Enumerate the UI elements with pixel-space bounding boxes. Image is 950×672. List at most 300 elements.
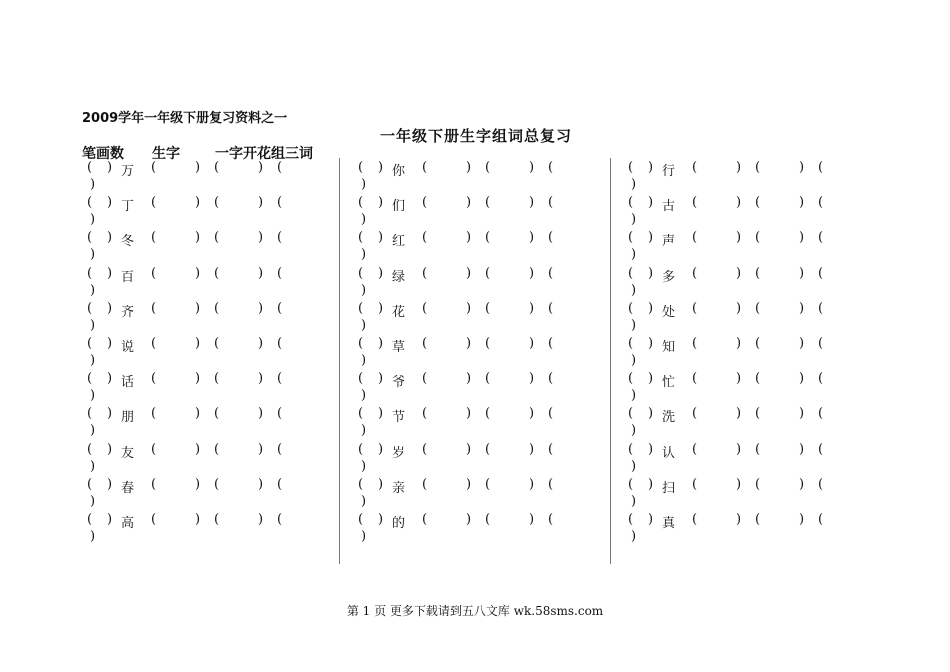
- paren-close: ): [361, 493, 367, 509]
- paren-open: (: [692, 406, 698, 422]
- paren-open: (: [485, 476, 491, 492]
- paren-open: (: [818, 160, 824, 175]
- paren-open: (: [87, 265, 93, 281]
- paren-open: (: [151, 160, 157, 175]
- paren-close: ): [107, 300, 113, 316]
- paren-open: (: [548, 511, 554, 527]
- paren-open: (: [755, 371, 761, 387]
- paren-close: ): [90, 352, 96, 368]
- paren-open: (: [87, 195, 93, 211]
- paren-open: (: [358, 441, 364, 457]
- paren-close: ): [631, 282, 637, 298]
- paren-close: ): [736, 406, 742, 422]
- paren-close: ): [736, 335, 742, 351]
- paren-open: (: [358, 195, 364, 211]
- paren-open: (: [485, 195, 491, 211]
- paren-close: ): [258, 511, 264, 527]
- paren-open: (: [755, 160, 761, 175]
- paren-open: (: [87, 335, 93, 351]
- paren-close: ): [631, 212, 637, 228]
- paren-open: (: [277, 406, 283, 422]
- paren-open: (: [151, 265, 157, 281]
- paren-close: ): [799, 476, 805, 492]
- word-row: [87, 301, 349, 336]
- paren-close: ): [799, 300, 805, 316]
- paren-close: ): [466, 230, 472, 246]
- word-row: [628, 442, 890, 477]
- target-character: 绿: [392, 269, 406, 285]
- paren-open: (: [151, 371, 157, 387]
- paren-close: ): [195, 406, 201, 422]
- paren-close: ): [529, 195, 535, 211]
- paren-open: (: [87, 511, 93, 527]
- paren-close: ): [195, 160, 201, 175]
- target-character: 说: [121, 339, 135, 355]
- target-character: 行: [662, 164, 676, 179]
- target-character: 扫: [662, 480, 676, 496]
- paren-open: (: [485, 511, 491, 527]
- word-row: [358, 406, 620, 441]
- paren-open: (: [755, 230, 761, 246]
- header-strokes: 笔画数: [82, 146, 124, 162]
- paren-open: (: [151, 406, 157, 422]
- paren-open: (: [548, 335, 554, 351]
- paren-close: ): [258, 300, 264, 316]
- paren-close: ): [648, 230, 654, 246]
- paren-open: (: [755, 511, 761, 527]
- word-row: [628, 477, 890, 512]
- paren-open: (: [692, 511, 698, 527]
- paren-close: ): [799, 406, 805, 422]
- paren-close: ): [529, 300, 535, 316]
- paren-open: (: [818, 230, 824, 246]
- paren-close: ): [361, 423, 367, 439]
- paren-close: ): [648, 511, 654, 527]
- paren-close: ): [107, 195, 113, 211]
- paren-close: ): [648, 335, 654, 351]
- paren-close: ): [648, 441, 654, 457]
- paren-close: ): [631, 177, 637, 192]
- paren-close: ): [631, 493, 637, 509]
- paren-open: (: [422, 195, 428, 211]
- paren-open: (: [214, 265, 220, 281]
- paren-open: (: [214, 476, 220, 492]
- word-row: [628, 266, 890, 301]
- target-character: 草: [392, 339, 406, 355]
- paren-open: (: [548, 371, 554, 387]
- paren-close: ): [195, 511, 201, 527]
- paren-close: ): [90, 458, 96, 474]
- paren-open: (: [818, 371, 824, 387]
- paren-close: ): [736, 371, 742, 387]
- paren-close: ): [529, 160, 535, 175]
- paren-close: ): [361, 528, 367, 544]
- paren-open: (: [277, 195, 283, 211]
- target-character: 亲: [392, 480, 406, 496]
- word-column-3: [628, 160, 890, 547]
- target-character: 处: [662, 304, 676, 320]
- header-char: 生字: [152, 146, 180, 162]
- paren-open: (: [628, 511, 634, 527]
- target-character: 冬: [121, 234, 135, 250]
- paren-close: ): [736, 160, 742, 175]
- paren-close: ): [107, 406, 113, 422]
- paren-open: (: [358, 160, 364, 175]
- paren-close: ): [466, 300, 472, 316]
- paren-close: ): [466, 406, 472, 422]
- paren-open: (: [818, 511, 824, 527]
- paren-open: (: [485, 371, 491, 387]
- target-character: 花: [392, 304, 406, 320]
- target-character: 知: [662, 339, 676, 355]
- paren-open: (: [277, 371, 283, 387]
- paren-open: (: [87, 441, 93, 457]
- paren-close: ): [195, 476, 201, 492]
- paren-open: (: [818, 265, 824, 281]
- paren-close: ): [529, 335, 535, 351]
- page-footer: 第 1 页 更多下载请到五八文库 wk.58sms.com: [346, 604, 604, 618]
- paren-open: (: [277, 511, 283, 527]
- paren-close: ): [378, 160, 384, 175]
- paren-open: (: [548, 441, 554, 457]
- paren-close: ): [631, 458, 637, 474]
- paren-close: ): [378, 476, 384, 492]
- paren-open: (: [87, 371, 93, 387]
- word-column-1: [87, 160, 349, 547]
- paren-close: ): [648, 406, 654, 422]
- target-character: 的: [392, 515, 406, 531]
- paren-close: ): [195, 371, 201, 387]
- paren-open: (: [818, 406, 824, 422]
- paren-close: ): [195, 195, 201, 211]
- paren-open: (: [214, 441, 220, 457]
- paren-open: (: [485, 335, 491, 351]
- paren-close: ): [529, 371, 535, 387]
- paren-close: ): [90, 388, 96, 404]
- paren-close: ): [631, 388, 637, 404]
- target-character: 百: [121, 269, 135, 285]
- header-words: 一字开花组三词: [215, 146, 313, 162]
- paren-close: ): [648, 371, 654, 387]
- paren-close: ): [466, 476, 472, 492]
- paren-close: ): [799, 335, 805, 351]
- paren-close: ): [529, 511, 535, 527]
- paren-open: (: [358, 406, 364, 422]
- paren-open: (: [548, 476, 554, 492]
- word-row: [628, 160, 890, 195]
- paren-close: ): [107, 476, 113, 492]
- paren-close: ): [258, 371, 264, 387]
- paren-open: (: [151, 300, 157, 316]
- paren-open: (: [628, 476, 634, 492]
- paren-close: ): [378, 406, 384, 422]
- paren-open: (: [358, 230, 364, 246]
- paren-close: ): [90, 282, 96, 298]
- paren-close: ): [529, 230, 535, 246]
- paren-open: (: [422, 371, 428, 387]
- paren-close: ): [361, 177, 367, 192]
- paren-close: ): [378, 195, 384, 211]
- paren-close: ): [195, 441, 201, 457]
- paren-close: ): [107, 335, 113, 351]
- paren-close: ): [529, 406, 535, 422]
- paren-open: (: [485, 441, 491, 457]
- paren-open: (: [422, 441, 428, 457]
- paren-open: (: [692, 265, 698, 281]
- paren-close: ): [361, 352, 367, 368]
- paren-open: (: [818, 300, 824, 316]
- paren-close: ): [90, 423, 96, 439]
- paren-close: ): [466, 371, 472, 387]
- paren-open: (: [151, 511, 157, 527]
- paren-open: (: [277, 230, 283, 246]
- document-title: 一年级下册生字组词总复习: [380, 127, 573, 145]
- paren-open: (: [358, 476, 364, 492]
- paren-open: (: [214, 511, 220, 527]
- paren-open: (: [485, 300, 491, 316]
- paren-close: ): [466, 195, 472, 211]
- paren-close: ): [90, 528, 96, 544]
- paren-close: ): [107, 441, 113, 457]
- paren-open: (: [87, 230, 93, 246]
- target-character: 朋: [121, 410, 135, 426]
- word-row: [87, 406, 349, 441]
- target-character: 声: [662, 234, 676, 250]
- paren-close: ): [361, 458, 367, 474]
- paren-open: (: [422, 230, 428, 246]
- paren-open: (: [485, 265, 491, 281]
- target-character: 节: [392, 410, 406, 426]
- paren-open: (: [692, 195, 698, 211]
- paren-open: (: [277, 265, 283, 281]
- paren-open: (: [818, 476, 824, 492]
- paren-close: ): [258, 335, 264, 351]
- target-character: 洗: [662, 410, 676, 426]
- paren-close: ): [195, 265, 201, 281]
- paren-close: ): [736, 300, 742, 316]
- paren-open: (: [214, 371, 220, 387]
- paren-open: (: [628, 195, 634, 211]
- word-row: [87, 442, 349, 477]
- paren-close: ): [378, 335, 384, 351]
- paren-open: (: [548, 300, 554, 316]
- word-row: [358, 301, 620, 336]
- paren-close: ): [195, 300, 201, 316]
- paren-close: ): [466, 441, 472, 457]
- paren-close: ): [736, 195, 742, 211]
- paren-open: (: [87, 406, 93, 422]
- paren-open: (: [692, 371, 698, 387]
- target-character: 认: [662, 445, 676, 461]
- word-row: [628, 336, 890, 371]
- paren-close: ): [466, 160, 472, 175]
- paren-open: (: [628, 265, 634, 281]
- paren-open: (: [692, 335, 698, 351]
- paren-close: ): [529, 476, 535, 492]
- word-row: [358, 512, 620, 547]
- document-subtitle: 2009学年一年级下册复习资料之一: [82, 111, 288, 126]
- word-row: [358, 477, 620, 512]
- paren-close: ): [107, 371, 113, 387]
- word-row: [87, 266, 349, 301]
- paren-open: (: [277, 476, 283, 492]
- paren-open: (: [422, 300, 428, 316]
- word-column-2: [358, 160, 620, 547]
- paren-open: (: [151, 195, 157, 211]
- paren-close: ): [90, 317, 96, 333]
- target-character: 丁: [121, 199, 135, 215]
- word-row: [358, 266, 620, 301]
- paren-open: (: [214, 300, 220, 316]
- paren-close: ): [258, 160, 264, 175]
- paren-close: ): [799, 230, 805, 246]
- paren-open: (: [755, 476, 761, 492]
- paren-close: ): [90, 177, 96, 192]
- word-row: [628, 371, 890, 406]
- word-row: [87, 477, 349, 512]
- paren-open: (: [358, 300, 364, 316]
- paren-close: ): [361, 388, 367, 404]
- target-character: 你: [392, 164, 406, 179]
- target-character: 万: [121, 164, 135, 179]
- paren-open: (: [277, 300, 283, 316]
- paren-close: ): [631, 352, 637, 368]
- paren-close: ): [258, 230, 264, 246]
- paren-open: (: [214, 406, 220, 422]
- paren-open: (: [692, 160, 698, 175]
- paren-close: ): [736, 441, 742, 457]
- paren-open: (: [628, 160, 634, 175]
- paren-close: ): [466, 335, 472, 351]
- paren-close: ): [736, 230, 742, 246]
- paren-close: ): [195, 230, 201, 246]
- paren-close: ): [648, 300, 654, 316]
- paren-close: ): [107, 230, 113, 246]
- word-row: [87, 336, 349, 371]
- paren-open: (: [151, 441, 157, 457]
- paren-close: ): [631, 247, 637, 263]
- target-character: 高: [121, 515, 135, 531]
- paren-open: (: [692, 476, 698, 492]
- paren-open: (: [692, 441, 698, 457]
- paren-open: (: [151, 335, 157, 351]
- paren-open: (: [548, 265, 554, 281]
- paren-close: ): [90, 493, 96, 509]
- paren-close: ): [107, 160, 113, 175]
- word-row: [87, 160, 349, 195]
- paren-open: (: [422, 160, 428, 175]
- word-row: [87, 195, 349, 230]
- target-character: 话: [121, 375, 135, 391]
- word-row: [87, 371, 349, 406]
- paren-close: ): [799, 195, 805, 211]
- paren-open: (: [214, 195, 220, 211]
- word-row: [358, 442, 620, 477]
- paren-open: (: [548, 195, 554, 211]
- paren-close: ): [90, 247, 96, 263]
- paren-close: ): [736, 476, 742, 492]
- paren-open: (: [214, 335, 220, 351]
- word-row: [358, 336, 620, 371]
- paren-close: ): [799, 265, 805, 281]
- target-character: 忙: [662, 375, 676, 391]
- paren-open: (: [548, 160, 554, 175]
- paren-open: (: [818, 335, 824, 351]
- paren-close: ): [631, 317, 637, 333]
- paren-open: (: [485, 160, 491, 175]
- target-character: 古: [662, 199, 676, 215]
- paren-close: ): [529, 265, 535, 281]
- word-row: [358, 371, 620, 406]
- word-row: [87, 512, 349, 547]
- word-row: [358, 230, 620, 265]
- target-character: 春: [121, 480, 135, 496]
- paren-close: ): [466, 265, 472, 281]
- paren-close: ): [361, 282, 367, 298]
- target-character: 岁: [392, 445, 406, 461]
- paren-close: ): [799, 511, 805, 527]
- paren-close: ): [648, 476, 654, 492]
- paren-close: ): [361, 212, 367, 228]
- paren-open: (: [755, 406, 761, 422]
- paren-close: ): [648, 195, 654, 211]
- paren-open: (: [422, 265, 428, 281]
- paren-close: ): [799, 441, 805, 457]
- paren-open: (: [755, 300, 761, 316]
- target-character: 友: [121, 445, 135, 461]
- paren-open: (: [422, 511, 428, 527]
- target-character: 真: [662, 515, 676, 531]
- paren-close: ): [258, 195, 264, 211]
- paren-open: (: [628, 441, 634, 457]
- paren-open: (: [358, 511, 364, 527]
- paren-close: ): [529, 441, 535, 457]
- paren-close: ): [378, 230, 384, 246]
- target-character: 们: [392, 199, 406, 215]
- paren-close: ): [361, 317, 367, 333]
- word-row: [628, 230, 890, 265]
- paren-open: (: [422, 335, 428, 351]
- target-character: 爷: [392, 375, 406, 391]
- paren-open: (: [548, 406, 554, 422]
- target-character: 多: [662, 269, 676, 285]
- paren-open: (: [87, 300, 93, 316]
- paren-open: (: [755, 335, 761, 351]
- paren-open: (: [358, 265, 364, 281]
- target-character: 齐: [121, 304, 135, 320]
- paren-close: ): [90, 212, 96, 228]
- paren-open: (: [548, 230, 554, 246]
- paren-close: ): [648, 265, 654, 281]
- paren-close: ): [631, 528, 637, 544]
- paren-open: (: [277, 441, 283, 457]
- paren-open: (: [214, 230, 220, 246]
- paren-open: (: [214, 160, 220, 175]
- paren-open: (: [485, 230, 491, 246]
- paren-open: (: [755, 195, 761, 211]
- paren-close: ): [378, 371, 384, 387]
- paren-close: ): [736, 265, 742, 281]
- paren-open: (: [628, 300, 634, 316]
- paren-open: (: [628, 371, 634, 387]
- paren-open: (: [277, 160, 283, 175]
- paren-open: (: [628, 335, 634, 351]
- paren-open: (: [818, 195, 824, 211]
- paren-open: (: [422, 406, 428, 422]
- paren-open: (: [151, 230, 157, 246]
- paren-open: (: [151, 476, 157, 492]
- paren-close: ): [378, 441, 384, 457]
